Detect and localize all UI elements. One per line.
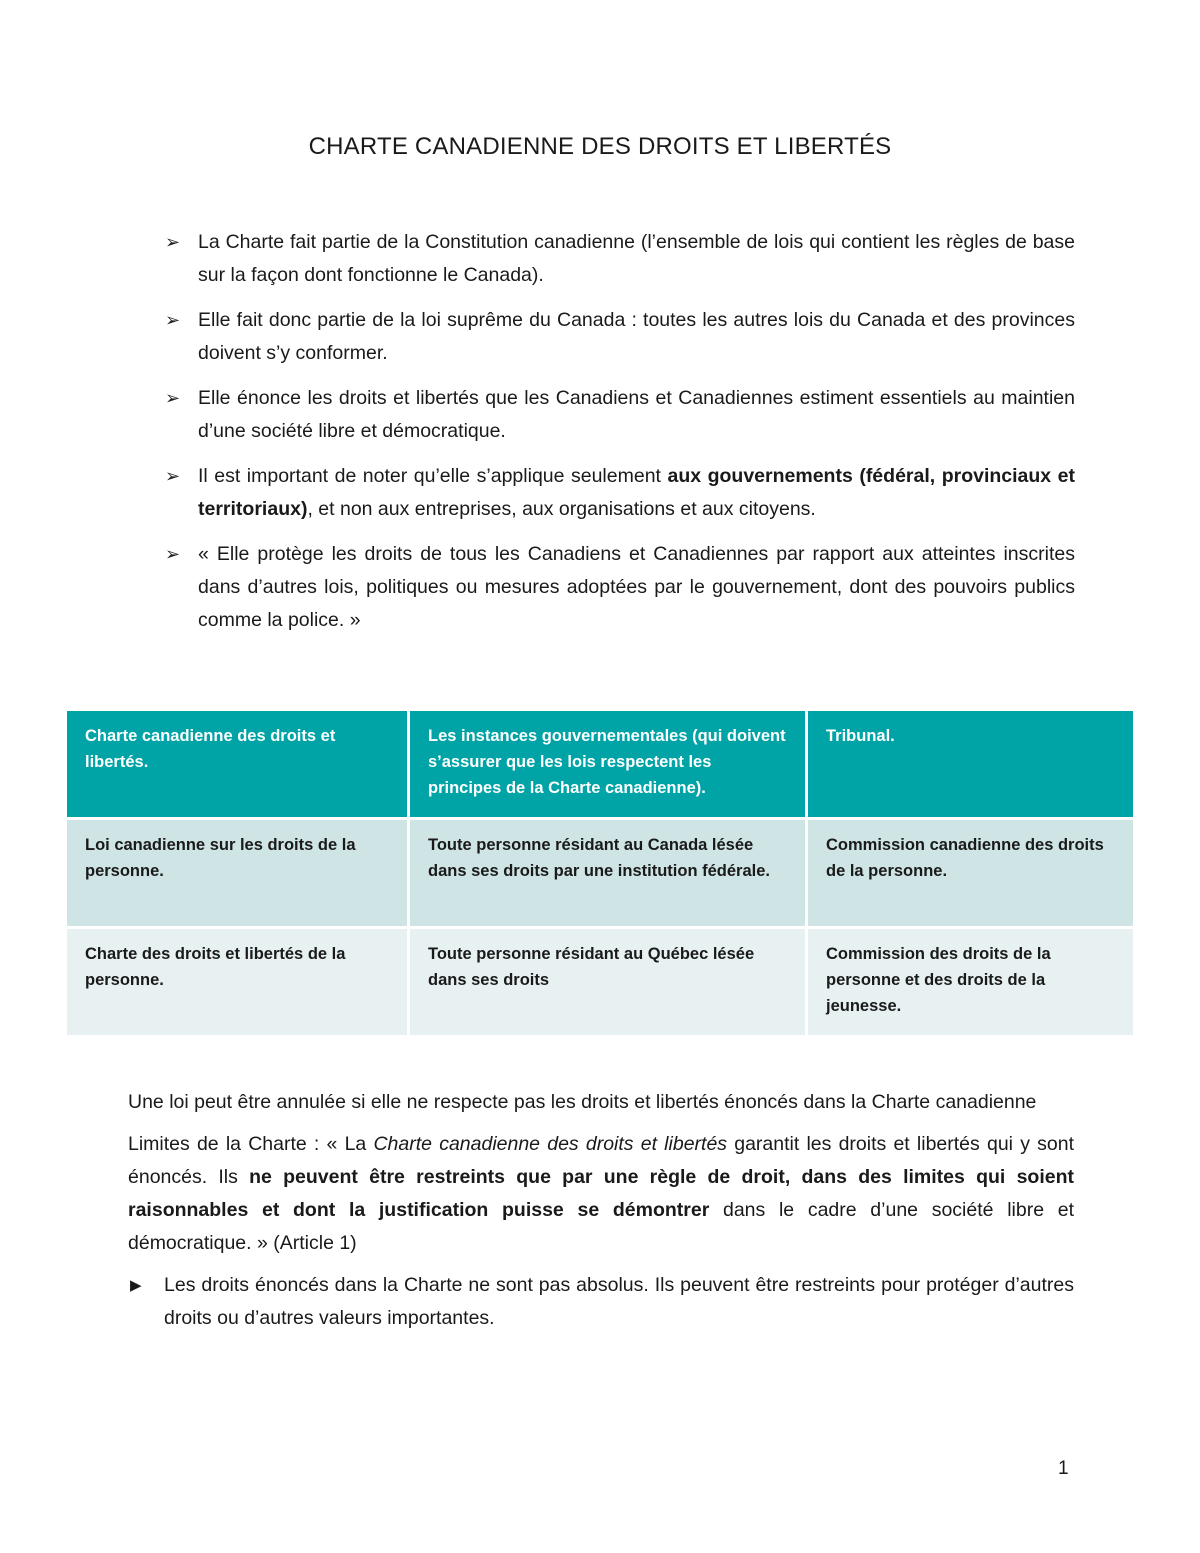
table-cell: Toute personne résidant au Québec lésée dans ses droits — [410, 926, 805, 1035]
table-header-cell: Charte canadienne des droits et libertés. — [67, 711, 407, 817]
table-row — [67, 926, 1133, 1035]
arrowhead-bullet-icon: ➢ — [165, 232, 181, 252]
limits-italic: Charte canadienne des droits et libertés — [373, 1133, 728, 1155]
bullet-text: Elle fait donc partie de la loi suprême du Canada : toutes les autres lois du Canada et des provinces doivent s’y conformer. — [198, 309, 1075, 364]
table-cell: Charte des droits et libertés de la personne. — [67, 926, 407, 1035]
limits-bold: ne peuvent être restreints que par une règle de droit, dans des limites qui soient raisonnables et dont la justification puisse se démontrer — [128, 1166, 1074, 1221]
bullet-text: Elle énonce les droits et libertés que les Canadiens et Canadiennes estiment essentiels au maintien d’une société libre et démocratique. — [198, 387, 1075, 442]
limits-text-2: garantit les droits et libertés qui y sont énoncés. Ils — [128, 1133, 1074, 1188]
table-header-cell: Tribunal. — [808, 711, 1133, 817]
bullet-text-post: , et non aux entreprises, aux organisations et aux citoyens. — [307, 498, 816, 520]
paragraph-limits — [128, 1128, 1074, 1260]
list-item — [165, 538, 1075, 637]
limits-text-3: dans le cadre d’une société libre et démocratique. » (Article 1) — [128, 1199, 1074, 1254]
table-header-row — [67, 711, 1133, 817]
list-item — [165, 382, 1075, 448]
table-cell: Commission canadienne des droits de la personne. — [808, 817, 1133, 926]
page-title: CHARTE CANADIENNE DES DROITS ET LIBERTÉS — [308, 133, 892, 160]
bullet-text-pre: Il est important de noter qu’elle s’applique seulement — [198, 465, 668, 487]
charter-table — [64, 711, 1136, 1035]
list-item — [165, 304, 1075, 370]
table-row — [67, 817, 1133, 926]
arrowhead-bullet-icon: ➢ — [165, 388, 181, 408]
body-text — [128, 1086, 1074, 1335]
table-header-cell: Les instances gouvernementales (qui doivent s’assurer que les lois respectent les principes de la Charte canadienne). — [410, 711, 805, 817]
arrowhead-bullet-icon: ➢ — [165, 310, 181, 330]
page-number: 1 — [1058, 1458, 1069, 1479]
bullet-text: Les droits énoncés dans la Charte ne sont pas absolus. Ils peuvent être restreints pour protéger d’autres droits ou d’autres valeurs importantes. — [164, 1274, 1074, 1329]
bullet-text: « Elle protège les droits de tous les Canadiens et Canadiennes par rapport aux atteintes inscrites dans d’autres lois, politiques ou mesures adoptées par le gouvernement, dont des pouvoirs publics comme la police. » — [198, 543, 1075, 631]
list-item — [165, 460, 1075, 526]
limits-text-1: Limites de la Charte : « La — [128, 1133, 374, 1155]
list-item — [128, 1269, 1074, 1335]
bullet-list — [165, 226, 1075, 649]
bullet-text: La Charte fait partie de la Constitution canadienne (l’ensemble de lois qui contient les règles de base sur la façon dont fonctionne le Canada). — [198, 231, 1075, 286]
list-item — [165, 226, 1075, 292]
arrowhead-bullet-icon: ➢ — [165, 544, 181, 564]
table-cell: Toute personne résidant au Canada lésée dans ses droits par une institution fédérale. — [410, 817, 805, 926]
triangle-bullet-icon: ▶ — [130, 1277, 142, 1294]
table-cell: Commission des droits de la personne et des droits de la jeunesse. — [808, 926, 1133, 1035]
arrowhead-bullet-icon: ➢ — [165, 466, 181, 486]
table-cell: Loi canadienne sur les droits de la personne. — [67, 817, 407, 926]
paragraph: Une loi peut être annulée si elle ne respecte pas les droits et libertés énoncés dans la Charte canadienne — [128, 1091, 1037, 1113]
bullet-text-bold: aux gouvernements (fédéral, provinciaux et territoriaux) — [198, 465, 1076, 520]
